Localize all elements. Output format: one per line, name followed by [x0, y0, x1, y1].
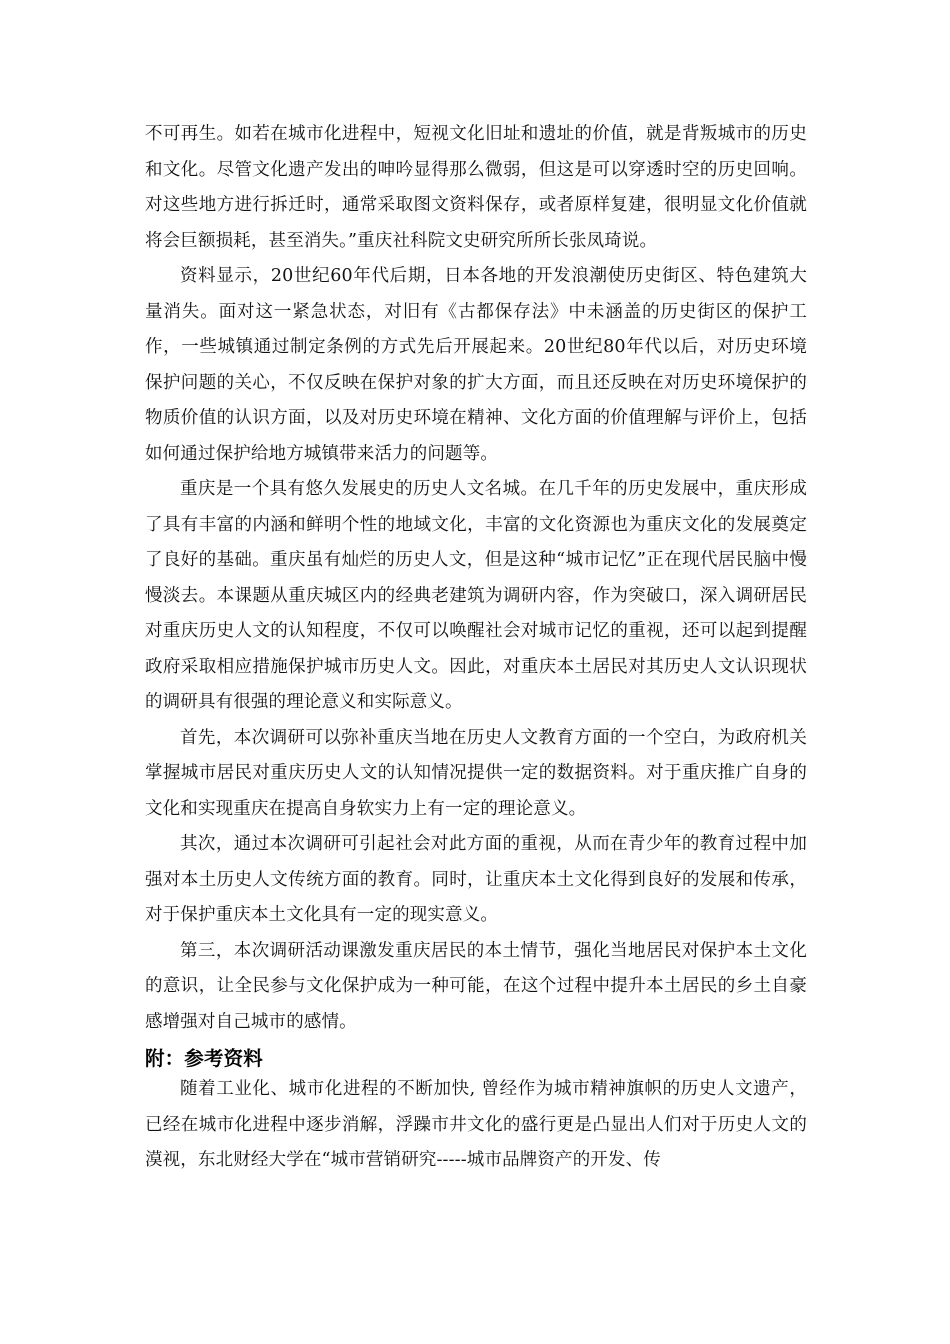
- paragraph-chongqing-city: 重庆是一个具有悠久发展史的历史人文名城。在几千年的历史发展中，重庆形成了具有丰富的内涵和鲜明个性的地域文化，丰富的文化资源也为重庆文化的发展奠定了良好的基础。重庆虽有灿烂的历史人文，但是这种“城市记忆”正在现代居民脑中慢慢淡去。本课题从重庆城区内的经典老建筑为调研内容，作为突破口，深入调研居民对重庆历史人文的认知程度，不仅可以唤醒社会对城市记忆的重视，还可以起到提醒政府采取相应措施保护城市历史人文。因此，对重庆本土居民对其历史人文认识现状的调研具有很强的理论意义和实际意义。: [145, 479, 807, 712]
- paragraph-first-point: 首先，本次调研可以弥补重庆当地在历史人文教育方面的一个空白，为政府机关掌握城市居民对重庆历史人文的认知情况提供一定的数据资料。对于重庆推广自身的文化和实现重庆在提高自身软实力上有一定的理论意义。: [145, 727, 807, 819]
- document-body: [145, 117, 807, 1179]
- appendix-paragraph: 随着工业化、城市化进程的不断加快, 曾经作为城市精神旗帜的历史人文遗产，已经在城市化进程中逐步消解，浮躁市井文化的盛行更是凸显出人们对于历史人文的漠视，东北财经大学在“城市营销研究-----城市品牌资产的开发、传: [145, 1079, 807, 1170]
- paragraph-second-point: 其次，通过本次调研可引起社会对此方面的重视，从而在青少年的教育过程中加强对本土历史人文传统方面的教育。同时，让重庆本土文化得到良好的发展和传承，对于保护重庆本土文化具有一定的现实意义。: [145, 834, 807, 925]
- paragraph-third-point: 第三，本次调研活动课激发重庆居民的本土情节，强化当地居民对保护本土文化的意识，让全民参与文化保护成为一种可能，在这个过程中提升本土居民的乡土自豪感增强对自己城市的感情。: [145, 940, 807, 1032]
- paragraph-japan-history: 资料显示，20世纪60年代后期，日本各地的开发浪潮使历史街区、特色建筑大量消失。面对这一紧急状态，对旧有《古都保存法》中未涵盖的历史街区的保护工作，一些城镇通过制定条例的方式先后开展起来。20世纪80年代以后，对历史环境保护问题的关心，不仅反映在保护对象的扩大方面，而且还反映在对历史环境保护的物质价值的认识方面，以及对历史环境在精神、文化方面的价值理解与评价上，包括如何通过保护给地方城镇带来活力的问题等。: [145, 266, 807, 464]
- paragraph-continued: 不可再生。如若在城市化进程中，短视文化旧址和遗址的价值，就是背叛城市的历史和文化。尽管文化遗产发出的呻吟显得那么微弱，但这是可以穿透时空的历史回响。对这些地方进行拆迁时，通常采取图文资料保存，或者原样复建，很明显文化价值就将会巨额损耗，甚至消失。”重庆社科院文史研究所所长张凤琦说。: [145, 124, 807, 251]
- appendix-heading: 附：参考资料: [145, 1047, 263, 1070]
